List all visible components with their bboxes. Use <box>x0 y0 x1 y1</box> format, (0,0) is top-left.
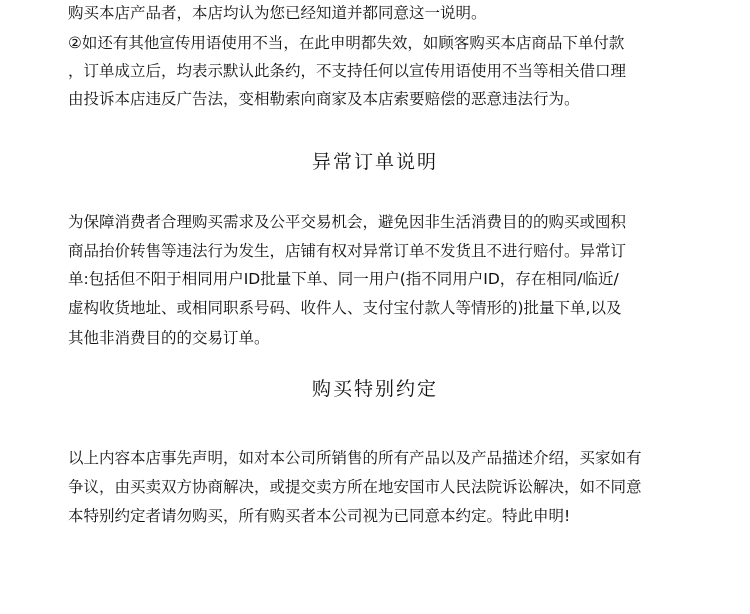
paragraph-line: 以上内容本店事先声明，如对本公司所销售的所有产品以及产品描述介绍，买家如有 <box>68 449 642 467</box>
paragraph-line: 购买本店产品者，本店均认为您已经知道并都同意这一说明。 <box>68 4 487 22</box>
paragraph-line: ②如还有其他宣传用语使用不当，在此申明都失效，如顾客购买本店商品下单付款 <box>68 34 625 52</box>
paragraph-line: 为保障消费者合理购买需求及公平交易机会，避免因非生活消费目的的购买或囤积 <box>68 213 627 231</box>
paragraph-line: 本特别约定者请勿购买，所有购买者本公司视为已同意本约定。特此申明! <box>68 507 571 525</box>
section-heading: 异常订单说明 <box>311 151 438 173</box>
paragraph-line: 虚构收货地址、或相同职系号码、收件人、支付宝付款人等情形的)批量下单,以及 <box>68 299 622 317</box>
paragraph-line: ，订单成立后，均表示默认此条约，不支持任何以宣传用语使用不当等相关借口理 <box>68 62 627 80</box>
paragraph-line: 争议，由买卖双方协商解决，或提交卖方所在地安国市人民法院诉讼解决，如不同意 <box>68 478 642 496</box>
paragraph-line: 商品抬价转售等违法行为发生，店铺有权对异常订单不发货且不进行赔付。异常订 <box>68 242 627 260</box>
section-heading: 购买特别约定 <box>311 378 438 400</box>
paragraph-line: 其他非消费目的的交易订单。 <box>68 329 270 347</box>
paragraph-line: 由投诉本店违反广告法，变相勒索向商家及本店索要赔偿的恶意违法行为。 <box>68 90 580 108</box>
paragraph-line: 单:包括但不阳于相同用户ID批量下单、同一用户(指不同用户ID，存在相同/临近/ <box>68 270 619 288</box>
